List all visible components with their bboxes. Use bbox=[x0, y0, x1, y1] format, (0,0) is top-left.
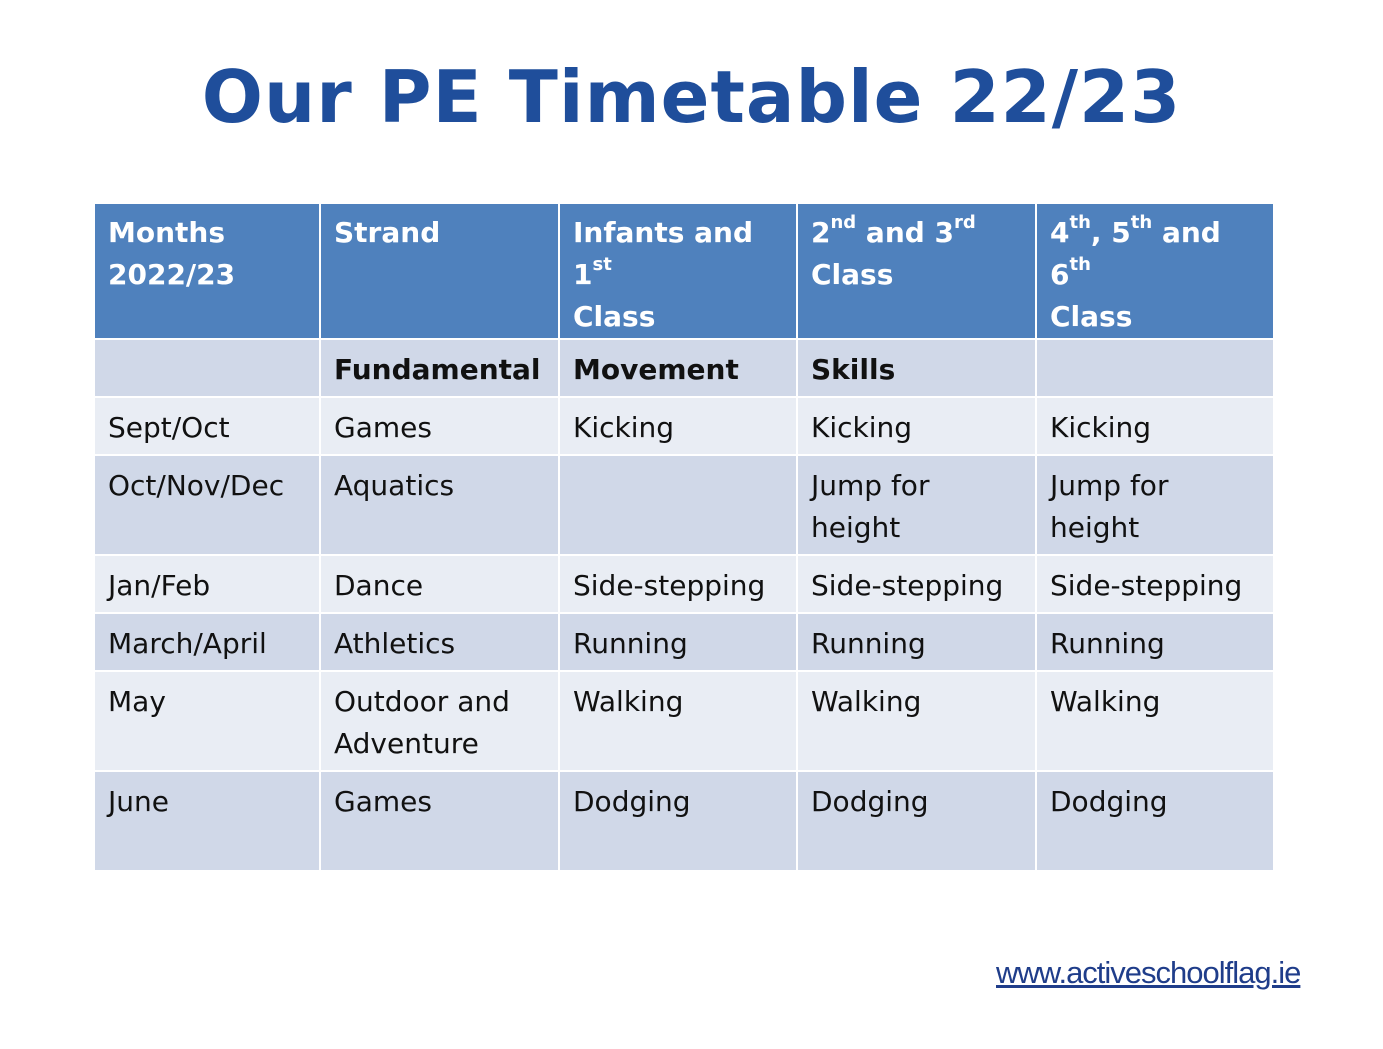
table-cell: Walking bbox=[797, 671, 1036, 771]
website-link[interactable]: www.activeschoolflag.ie bbox=[996, 955, 1301, 990]
table-cell: Kicking bbox=[1036, 397, 1274, 455]
page-title: Our PE Timetable 22/23 bbox=[201, 55, 1182, 139]
table-cell: Skills bbox=[797, 339, 1036, 397]
table-cell: Aquatics bbox=[320, 455, 559, 555]
table-header-row bbox=[94, 203, 1274, 339]
table-cell: Jump for height bbox=[1036, 455, 1274, 555]
table-cell bbox=[559, 455, 797, 555]
table-cell bbox=[1036, 339, 1274, 397]
table-row bbox=[94, 771, 1274, 871]
table-cell: Dodging bbox=[559, 771, 797, 871]
table-subheader-row bbox=[94, 339, 1274, 397]
table-cell: Games bbox=[320, 771, 559, 871]
table-cell: Running bbox=[1036, 613, 1274, 671]
table-cell bbox=[94, 339, 320, 397]
table-row bbox=[94, 397, 1274, 455]
table-cell: Dance bbox=[320, 555, 559, 613]
header-infants-1st: Infants and 1st Class bbox=[559, 203, 797, 339]
table-cell: March/April bbox=[94, 613, 320, 671]
pe-timetable bbox=[93, 202, 1275, 872]
table-cell: Side-stepping bbox=[797, 555, 1036, 613]
table-row bbox=[94, 455, 1274, 555]
header-strand: Strand bbox=[320, 203, 559, 339]
table-cell: Dodging bbox=[797, 771, 1036, 871]
header-months-line1: Months bbox=[108, 216, 226, 249]
table-cell: Walking bbox=[559, 671, 797, 771]
table-cell: Sept/Oct bbox=[94, 397, 320, 455]
table-cell: Running bbox=[559, 613, 797, 671]
table-cell: Movement bbox=[559, 339, 797, 397]
table-cell: Athletics bbox=[320, 613, 559, 671]
header-4th-5th-6th: 4th, 5th and 6th Class bbox=[1036, 203, 1274, 339]
table-cell: Oct/Nov/Dec bbox=[94, 455, 320, 555]
table-cell: June bbox=[94, 771, 320, 871]
table-cell: Jan/Feb bbox=[94, 555, 320, 613]
table-row bbox=[94, 555, 1274, 613]
header-2nd-3rd: 2nd and 3rd Class bbox=[797, 203, 1036, 339]
table-cell: Kicking bbox=[559, 397, 797, 455]
table-cell: Outdoor and Adventure bbox=[320, 671, 559, 771]
header-months-line2: 2022/23 bbox=[108, 258, 236, 291]
table-cell: Games bbox=[320, 397, 559, 455]
table-row bbox=[94, 671, 1274, 771]
table-row bbox=[94, 613, 1274, 671]
table-cell: May bbox=[94, 671, 320, 771]
table-cell: Walking bbox=[1036, 671, 1274, 771]
table-cell: Running bbox=[797, 613, 1036, 671]
table-cell: Fundamental bbox=[320, 339, 559, 397]
table-cell: Kicking bbox=[797, 397, 1036, 455]
header-months bbox=[94, 203, 320, 339]
table-cell: Side-stepping bbox=[559, 555, 797, 613]
table-cell: Jump for height bbox=[797, 455, 1036, 555]
table-cell: Side-stepping bbox=[1036, 555, 1274, 613]
table-cell: Dodging bbox=[1036, 771, 1274, 871]
